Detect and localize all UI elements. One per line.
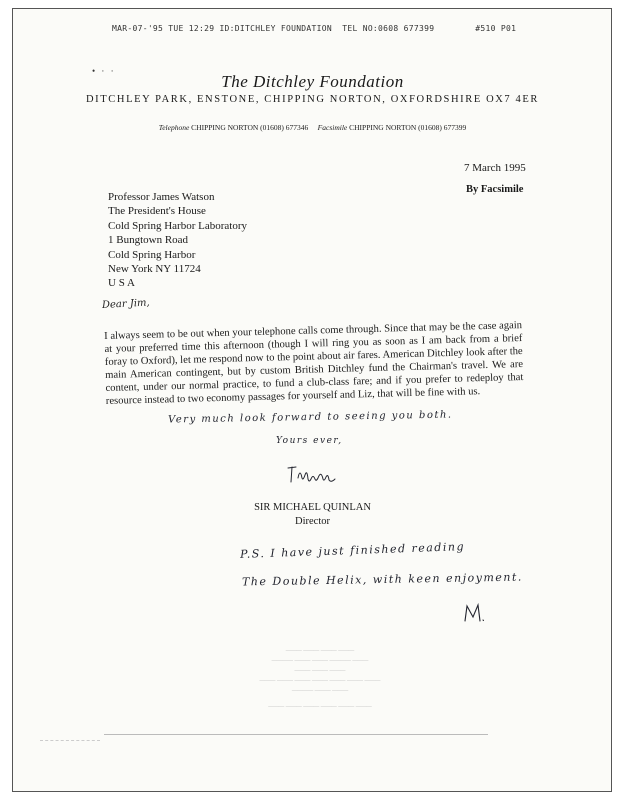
footer-line: ——— ——— ——— ——— ——— ——— [268,704,372,710]
footer-line: ———— ——— ——— [291,688,349,694]
handwritten-note: Very much look forward to seeing you both. [167,409,453,426]
fax-transmission-header: MAR-07-'95 TUE 12:29 ID:DITCHLEY FOUNDATION TEL NO:0608 677399 #510 P01 [112,24,517,33]
footer-line: ——— ——— ——— [294,668,346,674]
recipient-line: Professor James Watson [108,191,215,203]
signatory-name: SIR MICHAEL QUINLAN [254,502,371,513]
recipient-address [108,190,247,291]
letterhead-contact [0,123,625,132]
telephone-label: Telephone [158,123,190,132]
postscript-line: P.S. I have just finished reading [239,540,466,561]
letterhead-address: DITCHLEY PARK, ENSTONE, CHIPPING NORTON, OXFORDSHIRE OX7 4ER [86,94,539,105]
letter-date: 7 March 1995 [464,162,526,174]
recipient-line: Cold Spring Harbor Laboratory [108,219,247,232]
recipient-line: Cold Spring Harbor [108,248,196,261]
recipient-line: The President's House [108,205,206,218]
closing: Yours ever, [276,436,343,446]
recipient-line: New York NY 11724 [108,263,201,276]
telephone-number: CHIPPING NORTON (01608) 677346 [191,123,309,132]
faint-footer [170,646,470,712]
footer-line: ——— ——— ——— ——— [285,648,355,654]
facsimile-number: CHIPPING NORTON (01608) 677399 [349,123,467,132]
delivery-method: By Facsimile [466,184,524,195]
letterhead-name: The Ditchley Foundation [221,72,404,91]
postscript-line: The Double Helix, with keen enjoyment. [241,570,523,589]
footer-line: ———— ——— ——— ———— ——— [271,658,369,664]
bottom-rule [104,734,488,735]
bottom-dash [40,740,100,741]
scan-mark: • · · [92,66,116,76]
recipient-line: U S A [108,277,135,290]
footer-line: ——— ——— ——— ——— ——— ——— ——— [259,678,381,684]
facsimile-label: Facsimile [317,123,348,132]
handwritten-initial [462,602,486,624]
signatory-title: Director [295,516,330,527]
recipient-line: 1 Bungtown Road [108,234,189,247]
salutation: Dear Jim, [101,297,150,311]
letter-body: I always seem to be out when your telephone calls come through. Since that may be the case again at your preferred time this afternoon (though I will ring you as soon as I am back from a brief foray to Oxford), let me respond now to the point about air fares. American Ditchley look after the main American contingent, but by custom British Ditchley fund the Chairman's travel. We are content, under our normal practice, to fund a club-class fare; and if you prefer to redeploy that resource instead to two economy passages for yourself and Liz, that will be fine with us. [104,320,524,407]
handwritten-signature [284,460,344,490]
